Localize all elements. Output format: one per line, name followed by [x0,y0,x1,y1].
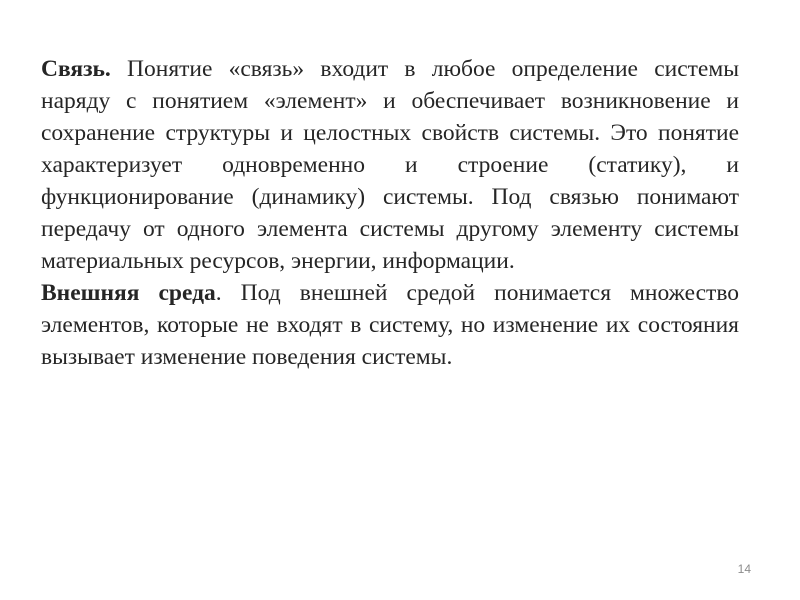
paragraph-external-environment-definition [41,277,739,373]
term-external-environment: Внешняя среда [41,280,216,306]
term-link: Связь. [41,56,111,82]
paragraph-link-definition [41,53,739,277]
definition-external-environment-text: . Под внешней средой понимается множество элементов, которые не входят в систему, но изменение их состояния вызывает изменение поведения системы. [41,280,739,370]
page-number: 14 [737,562,751,576]
definition-link-text: Понятие «связь» входит в любое определение системы наряду с понятием «элемент» и обеспечивает возникновение и сохранение структуры и целостных свойств системы. Это понятие характеризует одновременно и строение (статику), и функционирование (динамику) системы. Под связью понимают передачу от одного элемента системы другому элементу системы материальных ресурсов, энергии, информации. [41,56,739,274]
slide-body [41,53,739,373]
